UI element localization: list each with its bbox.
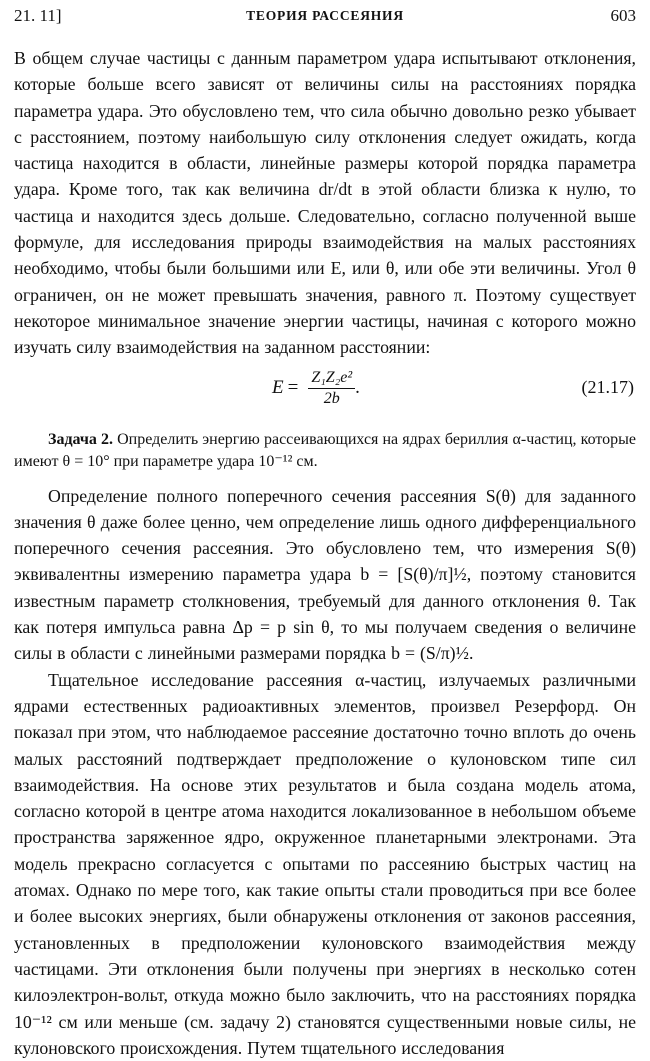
equation-21-17 [14,363,636,415]
fraction-denominator: 2b [323,389,340,407]
equation-period: . [355,377,360,399]
task-label: Задача 2. [48,430,114,448]
task-2 [14,429,636,473]
equation-lhs: E [272,377,284,399]
page-header [14,6,636,32]
section-number: 21. 11] [14,6,62,25]
running-title: ТЕОРИЯ РАССЕЯНИЯ [246,8,404,23]
task-text: Определить энергию рассеивающихся на ядрах бериллия α-частиц, которые имеют θ = 10° при параметре удара 10⁻¹² см. [14,430,637,470]
equals-sign: = [287,377,299,399]
fraction [308,369,355,408]
paragraph-rutherford: Тщательное исследование рассеяния α-частиц, излучаемых различными ядрами естественных радиоактивных элементов, произвел Резерфорд. Он показал при этом, что наблюдаемое рассеяние достаточно точно вплоть до очень малых расстояний подтверждает предположение о кулоновском типе сил взаимодействия. На основе этих результатов и была создана модель атома, согласно которой в центре атома находится локализованное в небольшом объеме пространства заряженное ядро, окруженное планетарными электронами. Эта модель прекрасно согласуется с опытами по рассеянию быстрых частиц на атомах. Однако по мере того, как такие опыты стали проводиться при все более и более высоких энергиях, были обнаружены отклонения от законов рассеяния, установленных в предположении кулоновского взаимодействия между частицами. Эти отклонения были получены при энергиях в несколько сотен килоэлектрон-вольт, откуда можно было заключить, что на расстояниях порядка 10⁻¹² см или меньше (см. задачу 2) становятся существенными новые силы, не кулоновского происхождения. Путем тщательного исследования [14,669,636,1058]
fraction-numerator: Z₁Z₂e² [308,369,355,389]
page-body [14,45,636,1061]
equation-expression [272,369,360,408]
page-number: 603 [610,6,636,25]
paragraph-cross-section: Определение полного поперечного сечения рассеяния S(θ) для заданного значения θ даже более ценно, чем определение лишь одного дифференциального поперечного сечения рассеяния. Это обусловлено тем, что измерения S(θ) эквивалентны измерению параметра удара b = [S(θ)/π]½, поэтому становится известным параметр столкновения, требуемый для данного отклонения θ. Так как потеря импульса равна Δp = p sin θ, то мы получаем сведения о величине силы в области с линейными размерами порядка b = (S/π)½. [14,485,636,664]
paragraph-impact-parameter: В общем случае частицы с данным параметром удара испытывают отклонения, которые больше всего зависят от величины силы на расстояниях порядка параметра удара. Это обусловлено тем, что сила обычно довольно резко убывает с расстоянием, поэтому наибольшую силу отклонения следует ожидать, когда частица находится в области, линейные размеры которой порядка параметра удара. Кроме того, так как величина dr/dt в этой области близка к нулю, то частица и находится здесь дольше. Следовательно, согласно полученной выше формуле, для исследования природы взаимодействия на малых расстояниях необходимо, чтобы были большими или E, или θ, или обе эти величины. Угол θ ограничен, он не может превышать значения, равного π. Поэтому существует некоторое минимальное значение энергии частицы, начиная с которого можно изучать силу взаимодействия на заданном расстоянии: [14,48,636,358]
equation-number: (21.17) [581,376,634,397]
